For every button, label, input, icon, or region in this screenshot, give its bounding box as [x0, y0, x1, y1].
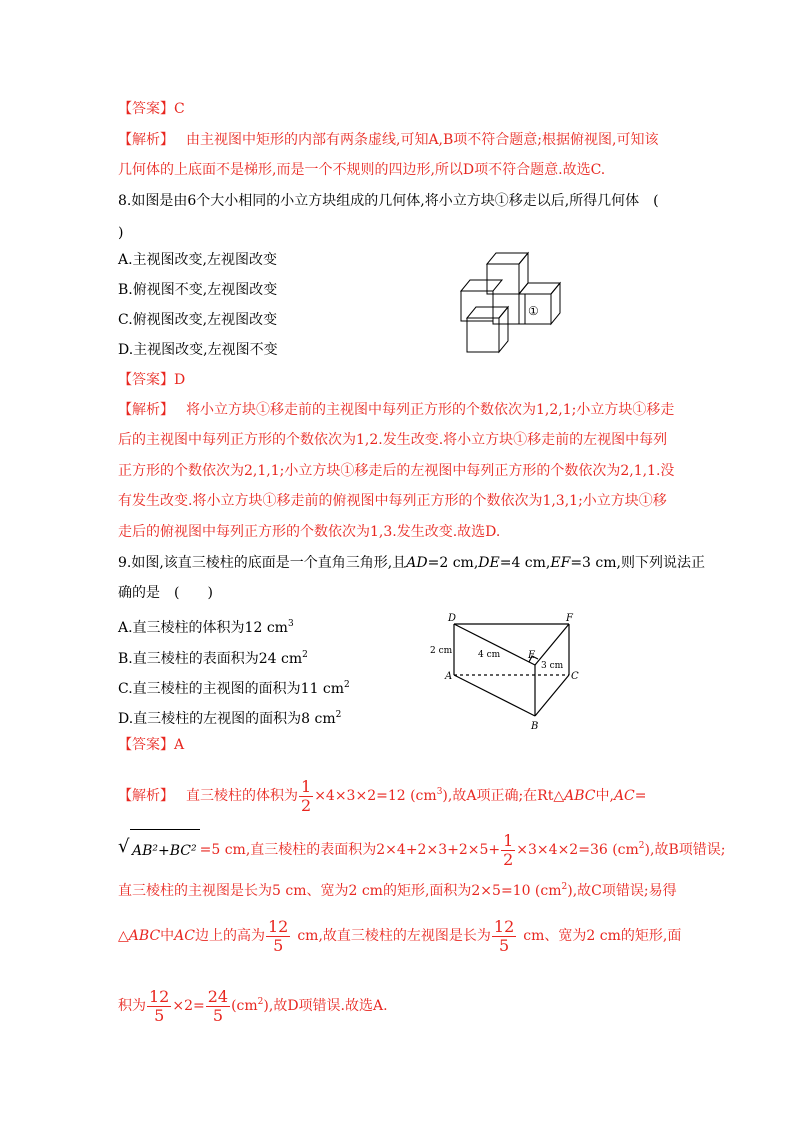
q9-analysis-line-1 [118, 772, 647, 816]
analysis-text: 直三棱柱的主视图是长为5 cm、宽为2 cm的矩形,面积为2×5=10 (cm [118, 883, 562, 899]
numerator: 24 [207, 986, 229, 1006]
stem-text: =4 cm, [499, 555, 551, 571]
sqrt-expression: √ AB²+BC² [118, 829, 200, 871]
analysis-text: = [634, 788, 647, 804]
numerator: 1 [301, 776, 312, 796]
q8-option-c: C.俯视图改变,左视图改变 [118, 312, 278, 328]
q8-analysis-line-3: 正方形的个数依次为2,1,1;小立方块①移走后的左视图中每列正方形的个数依次为2,1,1.没 [118, 463, 675, 479]
analysis-text: △ [118, 928, 129, 944]
label-de-length: 4 cm [478, 650, 501, 660]
answer-tag: 【答案】 [118, 372, 174, 388]
label-c: C [571, 671, 579, 682]
triangle-abc: ABC [564, 788, 596, 804]
q9-stem-line-2: 确的是 ( ) [118, 585, 213, 601]
analysis-text: ×2= [172, 998, 205, 1014]
q9-analysis-line-3 [118, 877, 677, 901]
stem-text: =3 cm,则下列说法正 [570, 555, 705, 571]
option-text: C.直三棱柱的主视图的面积为11 cm [118, 681, 345, 697]
answer-value: A [174, 737, 185, 753]
analysis-text: 直三棱柱的体积为 [186, 788, 298, 804]
q7-answer-line [118, 99, 185, 119]
q8-option-a: A.主视图改变,左视图改变 [118, 252, 278, 268]
q7-analysis-line-1 [118, 130, 658, 150]
fraction [206, 988, 230, 1025]
stem-text: =2 cm, [427, 555, 479, 571]
segment-ac: AC [613, 788, 635, 804]
radicand: AB²+BC² [130, 829, 200, 871]
superscript: 2 [561, 882, 568, 892]
numerator: 12 [149, 986, 170, 1006]
fraction [266, 918, 290, 955]
q8-stem-line-2: ) [118, 225, 124, 241]
label-ef-length: 3 cm [541, 661, 564, 671]
q8-cubes-figure [455, 246, 570, 361]
analysis-text: ×3×4×2=36 (cm [516, 842, 639, 858]
q9-stem-line-1 [118, 553, 705, 573]
q9-option-c [118, 675, 350, 699]
analysis-text: 中, [595, 788, 614, 804]
label-e: E [528, 650, 536, 661]
q8-analysis-line-4: 有发生改变.将小立方块①移走前的俯视图中每列正方形的个数依次为1,3,1;小立方块①移 [118, 493, 667, 509]
analysis-text: 中 [160, 928, 175, 944]
q7-analysis-line-2: 几何体的上底面不是梯形,而是一个不规则的四边形,所以D项不符合题意.故选C. [118, 162, 606, 178]
fraction [147, 988, 171, 1025]
q9-option-a [118, 614, 294, 638]
denominator: 2 [301, 795, 312, 815]
analysis-text: ),故D项错误.故选A. [263, 998, 388, 1014]
segment-ad: AD [406, 555, 428, 571]
answer-value: C [174, 101, 185, 117]
segment-de: DE [478, 555, 500, 571]
label-f: F [566, 613, 573, 624]
analysis-text: 由主视图中矩形的内部有两条虚线,可知A,B项不符合题意;根据俯视图,可知该 [186, 132, 659, 148]
analysis-tag: 【解析】 [118, 402, 174, 418]
stem-text: 9.如图,该直三棱柱的底面是一个直角三角形,且 [118, 555, 407, 571]
fraction [501, 832, 515, 869]
analysis-text: (cm [231, 998, 258, 1014]
answer-tag: 【答案】 [118, 737, 174, 753]
analysis-text: =5 cm,直三棱柱的表面积为2×4+2×3+2×5+ [199, 842, 501, 858]
analysis-text: ),故A项正确;在Rt△ [442, 788, 565, 804]
analysis-text: ),故C项错误;易得 [567, 883, 677, 899]
label-a: A [445, 671, 453, 682]
label-d: D [448, 613, 457, 624]
analysis-text: cm,故直三棱柱的左视图是长为 [297, 928, 491, 944]
fraction [299, 778, 313, 815]
triangle-abc: ABC [128, 928, 161, 944]
numerator: 1 [503, 830, 514, 850]
analysis-tag: 【解析】 [118, 132, 174, 148]
q8-answer-line [118, 370, 185, 390]
superscript: 2 [638, 841, 645, 851]
analysis-text: 将小立方块①移走前的主视图中每列正方形的个数依次为1,2,1;小立方块①移走 [186, 402, 675, 418]
analysis-tag: 【解析】 [118, 788, 174, 804]
analysis-text: ×4×3×2=12 (cm [314, 788, 437, 804]
superscript: 2 [335, 710, 342, 720]
option-text: A.直三棱柱的体积为12 cm [118, 620, 288, 636]
cube-label: ① [528, 304, 539, 318]
segment-ac: AC [174, 928, 195, 944]
superscript: 2 [257, 997, 264, 1007]
numerator: 12 [267, 916, 289, 936]
option-text: B.直三棱柱的表面积为24 cm [118, 651, 303, 667]
q8-analysis-line-5: 走后的俯视图中每列正方形的个数依次为1,3.发生改变.故选D. [118, 524, 501, 540]
analysis-text: 积为 [118, 998, 146, 1014]
q9-option-d [118, 705, 341, 729]
q8-option-d: D.主视图改变,左视图不变 [118, 342, 278, 358]
denominator: 5 [273, 935, 284, 955]
fraction [492, 918, 516, 955]
q9-option-b [118, 645, 308, 669]
numerator: 12 [493, 916, 515, 936]
denominator: 5 [154, 1005, 165, 1025]
analysis-text: ),故B项错误; [644, 842, 726, 858]
denominator: 2 [503, 849, 514, 869]
q8-analysis-line-2: 后的主视图中每列正方形的个数依次为1,2.发生改变.将小立方块①移走前的左视图中每列 [118, 432, 668, 448]
q9-analysis-line-5 [118, 982, 388, 1026]
label-ad-length: 2 cm [430, 646, 453, 656]
answer-value: D [174, 372, 186, 388]
denominator: 5 [212, 1005, 223, 1025]
label-b: B [531, 721, 539, 732]
q8-analysis-line-1 [118, 400, 674, 420]
option-text: D.直三棱柱的左视图的面积为8 cm [118, 711, 336, 727]
segment-ef: EF [550, 555, 571, 571]
q9-prism-figure [428, 610, 588, 735]
q8-option-b: B.俯视图不变,左视图改变 [118, 282, 278, 298]
analysis-text: 边上的高为 [194, 928, 265, 944]
q9-analysis-line-4 [118, 916, 681, 956]
superscript: 3 [287, 619, 294, 629]
analysis-text: cm、宽为2 cm的矩形,面 [523, 928, 682, 944]
q8-stem-line-1: 8.如图是由6个大小相同的小立方块组成的几何体,将小立方块①移走以后,所得几何体 ( [118, 193, 659, 209]
q9-answer-line [118, 735, 184, 755]
superscript: 2 [302, 650, 308, 660]
answer-tag: 【答案】 [118, 101, 174, 117]
denominator: 5 [499, 935, 510, 955]
superscript: 3 [436, 787, 443, 797]
superscript: 2 [344, 680, 350, 690]
q9-analysis-line-2 [118, 826, 725, 871]
